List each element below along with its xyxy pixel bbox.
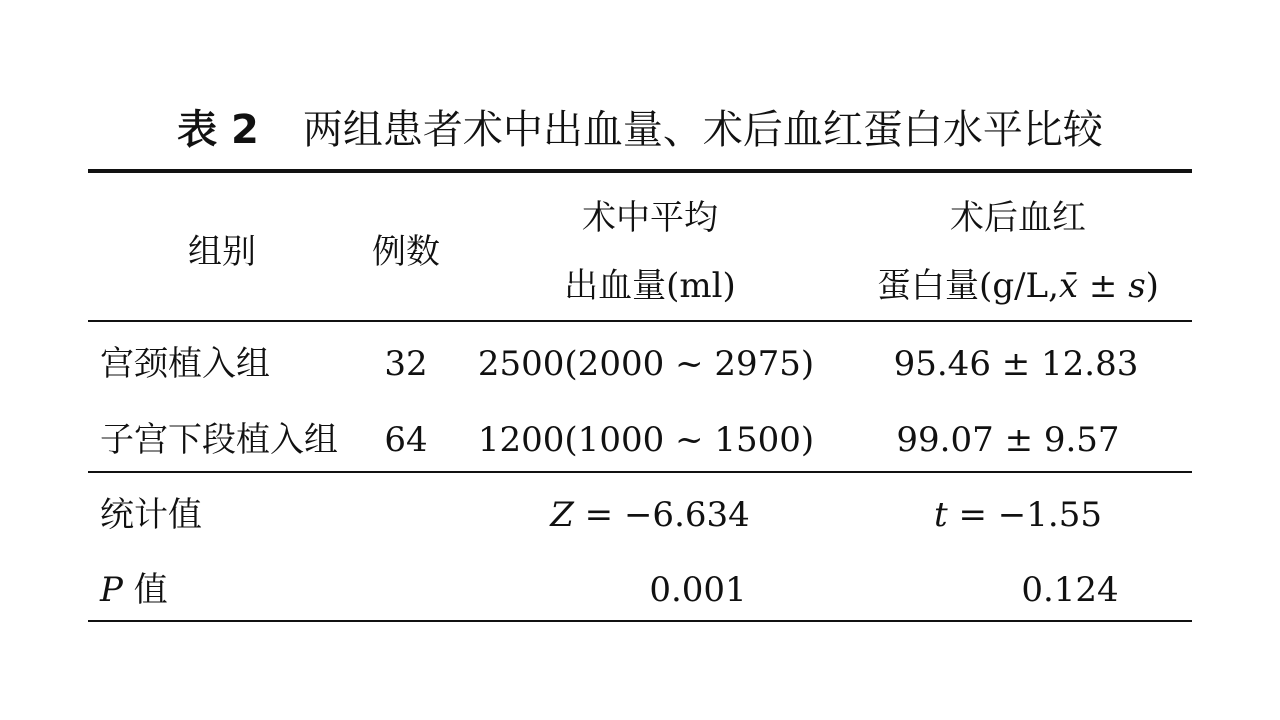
- header-blood-loss-line2: 出血量(ml): [564, 266, 736, 306]
- row2-group: 子宫下段植入组: [100, 420, 338, 460]
- header-hemoglobin-line1: 术后血红: [950, 198, 1086, 238]
- header-cases: 例数: [372, 232, 440, 272]
- header-blood-loss-line1: 术中平均: [582, 198, 718, 238]
- header-rule: [88, 320, 1192, 322]
- row1-blood-loss: 2500(2000 ~ 2975): [477, 344, 815, 384]
- row2-cases: 64: [384, 420, 428, 460]
- table-caption: 两组患者术中出血量、术后血红蛋白水平比较: [302, 107, 1103, 153]
- row1-cases: 32: [384, 344, 428, 384]
- body-rule: [88, 471, 1192, 473]
- row2-blood-loss: 1200(1000 ~ 1500): [477, 420, 815, 460]
- p-blood-loss: 0.001: [649, 570, 747, 610]
- top-rule: [88, 169, 1192, 173]
- stat-blood-loss: Z = −6.634: [550, 495, 750, 535]
- header-group: 组别: [188, 232, 256, 272]
- sd-symbol: s: [1128, 266, 1146, 306]
- table-number: 表 2: [177, 107, 259, 153]
- table-title: [0, 100, 1280, 160]
- row1-hemoglobin: 95.46 ± 12.83: [893, 344, 1139, 384]
- stat-hemoglobin: t = −1.55: [934, 495, 1102, 535]
- bottom-rule: [88, 620, 1192, 622]
- mean-symbol: x̄: [1058, 266, 1079, 306]
- stat-label: 统计值: [100, 495, 202, 535]
- row1-group: 宫颈植入组: [100, 344, 270, 384]
- p-hemoglobin: 0.124: [1021, 570, 1119, 610]
- row2-hemoglobin: 99.07 ± 9.57: [896, 420, 1120, 460]
- header-hemoglobin-line2: 蛋白量(g/L,x̄ ± s): [877, 266, 1159, 306]
- p-label: P 值: [100, 570, 168, 610]
